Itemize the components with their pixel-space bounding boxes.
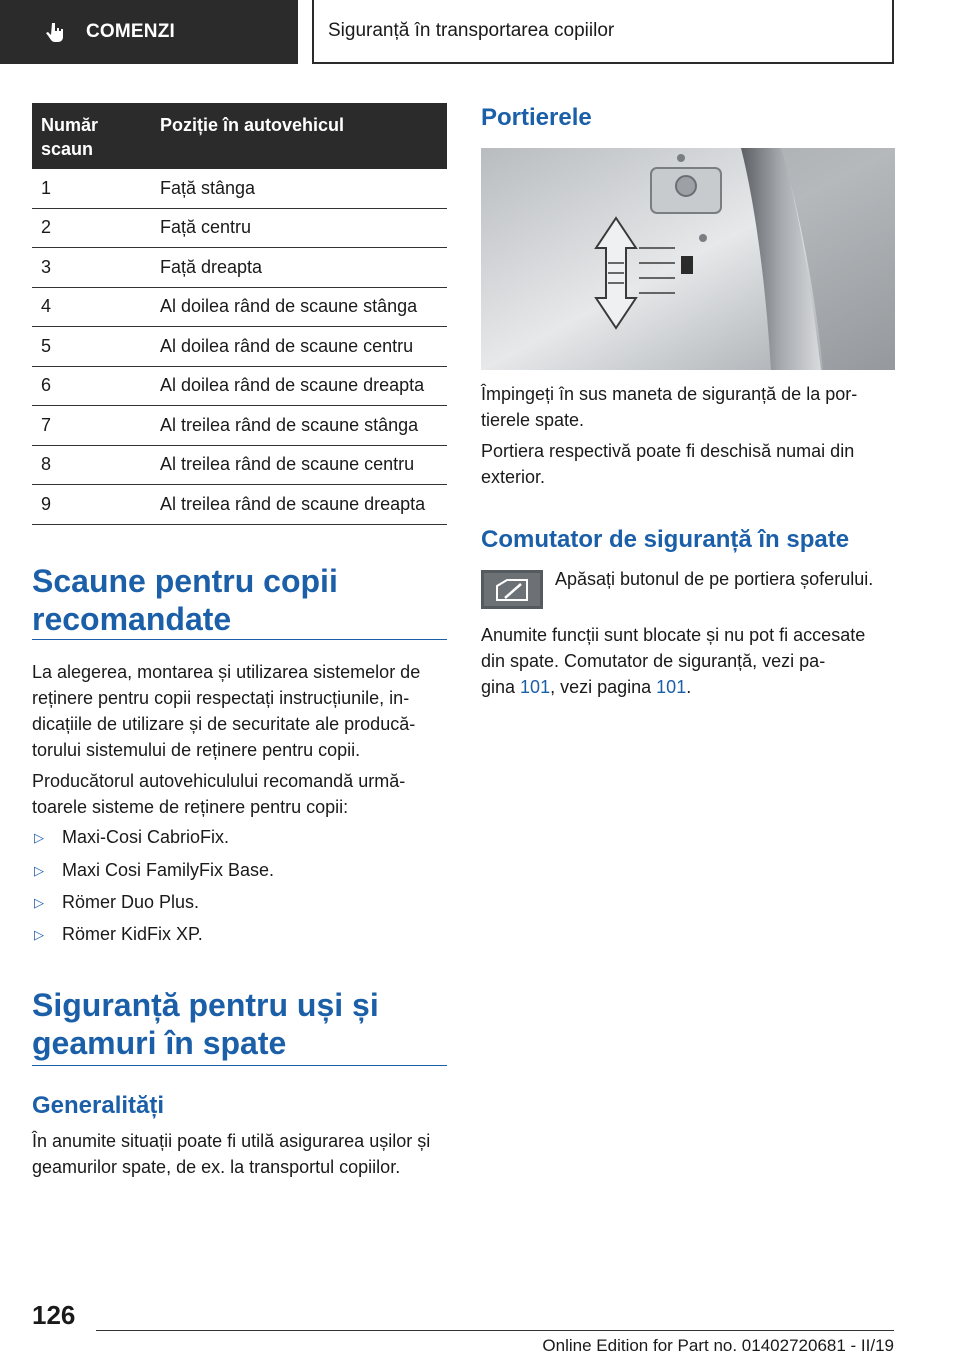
- table-cell: Al treilea rând de scaune stânga: [151, 406, 447, 446]
- text-line: din spate. Comutator de siguranță, vezi pa-: [481, 651, 826, 671]
- heading-rule: [32, 1065, 447, 1066]
- heading-line: recomandate: [32, 601, 232, 637]
- section-tab[interactable]: [0, 0, 298, 64]
- seat-table: [32, 103, 447, 525]
- text-line: tierele spate.: [481, 410, 585, 430]
- table-cell: Față stânga: [151, 169, 447, 208]
- edition-footer: Online Edition for Part no. 01402720681 - II/19: [542, 1336, 894, 1355]
- table-row: [32, 366, 447, 406]
- table-row: [32, 445, 447, 485]
- text-fragment: .: [686, 677, 692, 697]
- text-line: exterior.: [481, 467, 546, 487]
- heading-line: Siguranță pentru uși și: [32, 987, 379, 1023]
- table-row: [32, 327, 447, 367]
- table-cell: 9: [32, 485, 151, 525]
- heading-line: geamuri în spate: [32, 1025, 287, 1061]
- list-item: [32, 860, 274, 881]
- paragraph: [481, 622, 865, 700]
- section-heading: [32, 562, 338, 638]
- text-line: torului sistemului de reținere pentru copii.: [32, 740, 361, 760]
- list-item: [32, 892, 199, 913]
- table-cell: Al doilea rând de scaune centru: [151, 327, 447, 367]
- paragraph: [481, 381, 857, 433]
- list-item-text: Römer Duo Plus.: [62, 892, 200, 912]
- list-item-text: Maxi-Cosi CabrioFix.: [62, 827, 230, 847]
- text-line: reținere pentru copii respectați instrucțiunile, in-: [32, 688, 410, 708]
- text-line: geamurilor spate, de ex. la transportul copiilor.: [32, 1157, 401, 1177]
- table-row: [32, 208, 447, 248]
- text-line: Anumite funcții sunt blocate și nu pot fi accesate: [481, 625, 866, 645]
- page-link[interactable]: 101: [656, 677, 687, 697]
- section-heading: [32, 986, 379, 1062]
- chapter-title: Siguranță în transportarea copiilor: [312, 0, 894, 64]
- heading-line: Scaune pentru copii: [32, 563, 338, 599]
- heading-rule: [32, 639, 447, 640]
- list-item: [32, 827, 229, 848]
- text-fragment: gina: [481, 677, 521, 697]
- table-cell: 8: [32, 445, 151, 485]
- table-cell: Față centru: [151, 208, 447, 248]
- triangle-bullet-icon: ▷: [34, 894, 44, 910]
- hand-pointer-icon: [44, 21, 66, 43]
- table-cell: Al doilea rând de scaune dreapta: [151, 366, 447, 406]
- triangle-bullet-icon: ▷: [34, 926, 44, 942]
- text-line: [481, 674, 865, 700]
- section-tab-label: COMENZI: [86, 21, 176, 42]
- window-lock-icon: [481, 570, 543, 609]
- page-number: 126: [32, 1300, 76, 1330]
- text-line: La alegerea, montarea și utilizarea sistemelor de: [32, 662, 421, 682]
- page-link[interactable]: 101: [520, 677, 551, 697]
- list-item: [32, 924, 203, 945]
- table-cell: 6: [32, 366, 151, 406]
- column-header: Număr scaun: [32, 103, 151, 169]
- paragraph: [32, 768, 405, 820]
- text-line: Producătorul autovehiculului recomandă urmă-: [32, 771, 406, 791]
- table-cell: Față dreapta: [151, 248, 447, 288]
- subsection-heading: Generalități: [32, 1092, 165, 1119]
- table-header-row: [32, 103, 447, 169]
- text-line: dicațiile de utilizare și de securitate ale producă-: [32, 714, 416, 734]
- footer-rule: [96, 1330, 894, 1331]
- table-cell: 5: [32, 327, 151, 367]
- table-row: [32, 485, 447, 525]
- instruction-text: Apăsați butonul de pe portiera șoferului.: [555, 569, 874, 589]
- table-cell: 3: [32, 248, 151, 288]
- table-row: [32, 248, 447, 288]
- table-row: [32, 287, 447, 327]
- text-line: toarele sisteme de reținere pentru copii:: [32, 797, 349, 817]
- paragraph: [481, 438, 854, 490]
- list-item-text: Maxi Cosi FamilyFix Base.: [62, 860, 275, 880]
- text-fragment: , vezi pagina: [550, 677, 657, 697]
- table-cell: Al treilea rând de scaune dreapta: [151, 485, 447, 525]
- table-row: [32, 406, 447, 446]
- table-cell: 7: [32, 406, 151, 446]
- paragraph: [32, 659, 420, 763]
- triangle-bullet-icon: ▷: [34, 862, 44, 878]
- table-cell: 1: [32, 169, 151, 208]
- paragraph: [32, 1128, 430, 1180]
- table-cell: Al treilea rând de scaune centru: [151, 445, 447, 485]
- text-line: Împingeți în sus maneta de siguranță de la por-: [481, 384, 858, 404]
- door-lock-illustration: [481, 148, 895, 370]
- text-line: În anumite situații poate fi utilă asigurarea ușilor și: [32, 1131, 431, 1151]
- table-row: [32, 169, 447, 208]
- text-line: Portiera respectivă poate fi deschisă numai din: [481, 441, 855, 461]
- table-cell: 4: [32, 287, 151, 327]
- triangle-bullet-icon: ▷: [34, 829, 44, 845]
- table-cell: Al doilea rând de scaune stânga: [151, 287, 447, 327]
- subsection-heading: Portierele: [481, 104, 592, 131]
- list-item-text: Römer KidFix XP.: [62, 924, 203, 944]
- subsection-heading: Comutator de siguranță în spate: [481, 526, 850, 553]
- table-cell: 2: [32, 208, 151, 248]
- column-header: Poziție în autovehicul: [151, 103, 447, 169]
